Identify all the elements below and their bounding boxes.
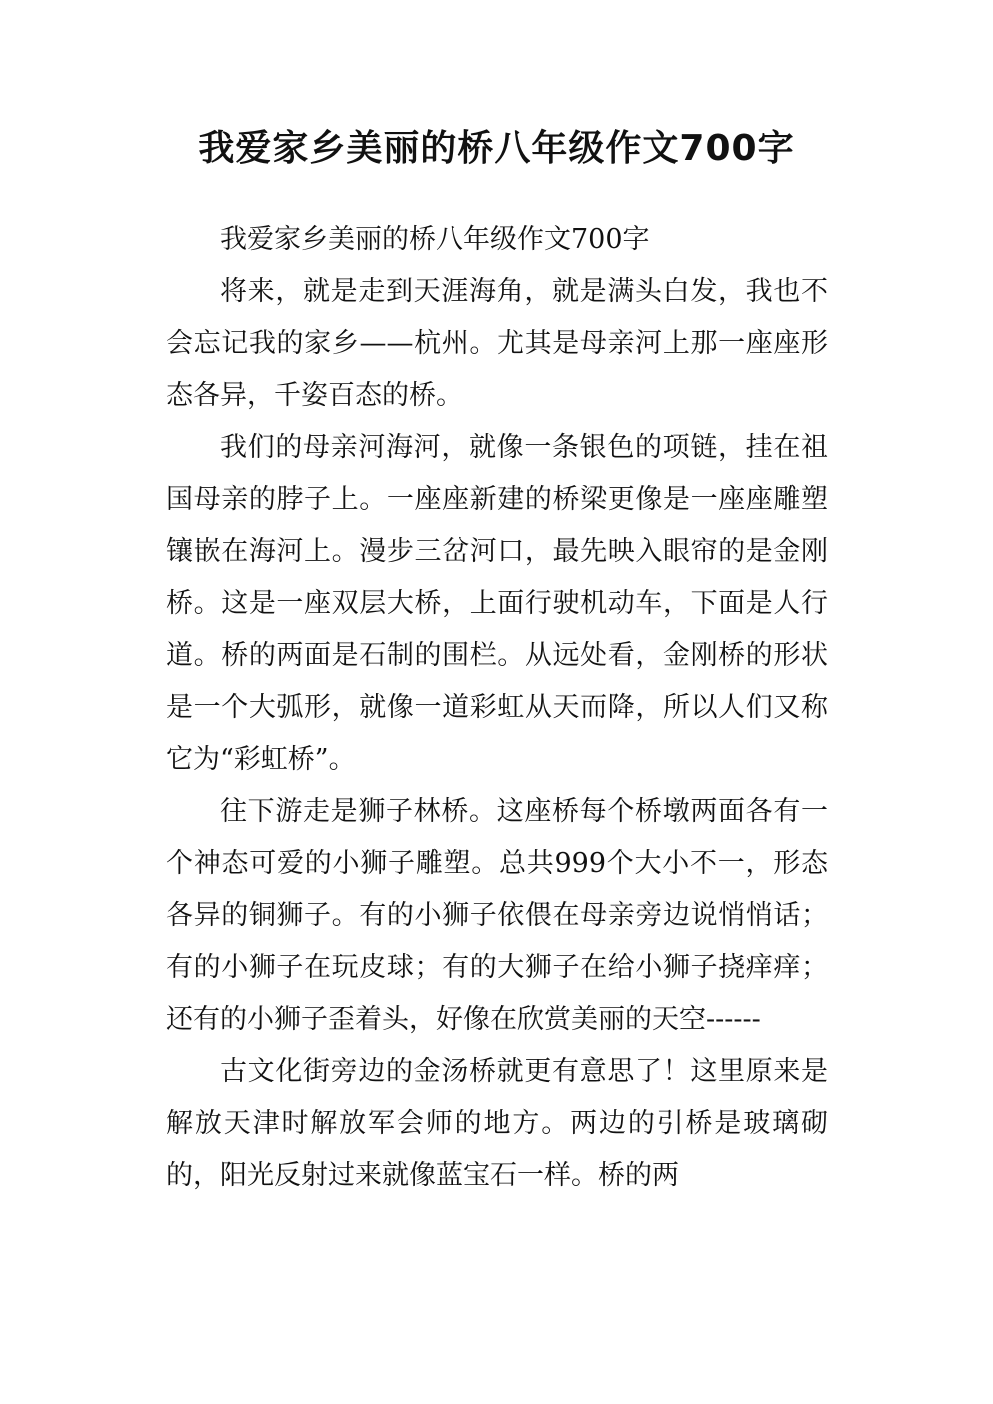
paragraph: 我们的母亲河海河，就像一条银色的项链，挂在祖国母亲的脖子上。一座座新建的桥梁更像是一座座雕塑镶嵌在海河上。漫步三岔河口，最先映入眼帘的是金刚桥。这是一座双层大桥，上面行驶机动车，下面是人行道。桥的两面是石制的围栏。从远处看，金刚桥的形状是一个大弧形，就像一道彩虹从天而降，所以人们又称它为“彩虹桥”。 <box>166 432 828 775</box>
paragraph: 将来，就是走到天涯海角，就是满头白发，我也不会忘记我的家乡——杭州。尤其是母亲河上那一座座形态各异，千姿百态的桥。 <box>166 276 828 411</box>
document-title: 我爱家乡美丽的桥八年级作文700字 <box>198 128 795 169</box>
paragraph-subtitle: 我爱家乡美丽的桥八年级作文700字 <box>220 224 650 255</box>
document-body <box>166 214 828 1202</box>
paragraph: 古文化街旁边的金汤桥就更有意思了！这里原来是解放天津时解放军会师的地方。两边的引桥是玻璃砌的，阳光反射过来就像蓝宝石一样。桥的两 <box>166 1056 828 1191</box>
paragraph: 往下游走是狮子林桥。这座桥每个桥墩两面各有一个神态可爱的小狮子雕塑。总共999个大小不一，形态各异的铜狮子。有的小狮子依偎在母亲旁边说悄悄话；有的小狮子在玩皮球；有的大狮子在给小狮子挠痒痒；还有的小狮子歪着头，好像在欣赏美丽的天空------ <box>166 796 828 1035</box>
